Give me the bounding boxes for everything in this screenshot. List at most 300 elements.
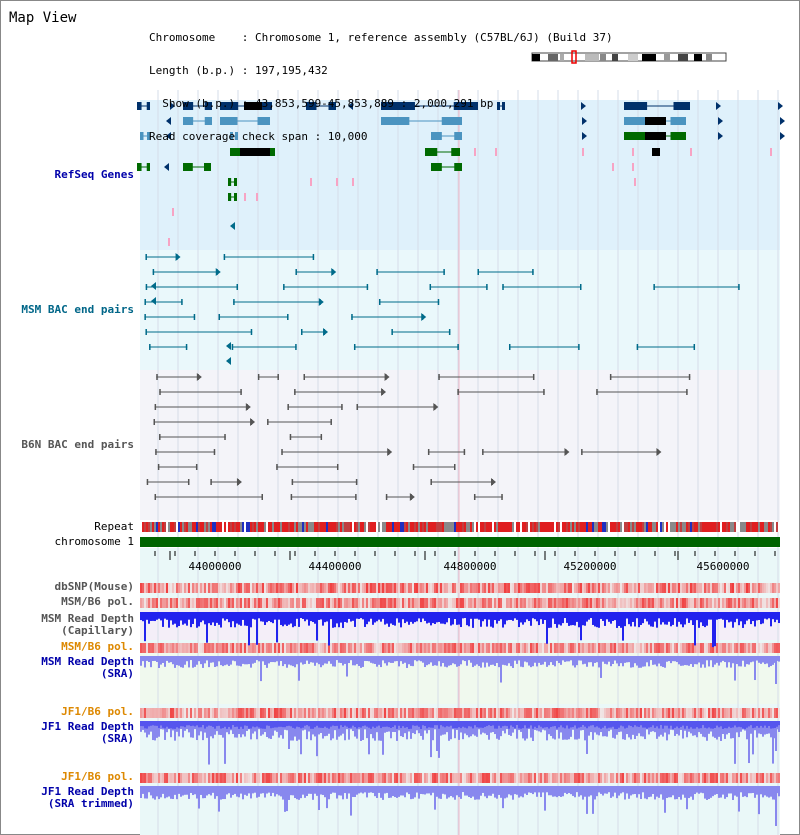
msm-pol-heat [566,598,568,608]
dbsnp-heat [646,583,648,593]
repeat-mark [730,522,732,532]
track-label-b6n-bac[interactable]: B6N BAC end pairs [21,438,134,451]
jf1-pol-heat [498,708,500,718]
track-label-jf1-depth-sra[interactable]: JF1 Read Depth (SRA) [41,720,134,745]
jf1-pol-heat [692,708,694,718]
msm-sra-depth [206,656,208,660]
jf1-pol2-heat [736,773,738,783]
dbsnp-heat [624,583,626,593]
track-label-jf1-pol-2[interactable]: JF1/B6 pol. [61,770,134,783]
msm-pol2-heat [346,643,348,653]
jf1-pol2-heat [542,773,544,783]
repeat-mark [214,522,216,532]
msm-sra-depth [270,656,272,662]
msm-cap-depth [358,612,360,619]
jf1-trim-depth [222,786,224,799]
msm-sra-depth [580,656,582,661]
msm-pol2-heat [360,643,362,653]
jf1-pol-heat [772,708,774,718]
jf1-pol-heat [568,708,570,718]
jf1-trim-depth [526,786,528,795]
jf1-pol2-heat [330,773,332,783]
msm-cap-depth [142,612,144,621]
repeat-mark [148,522,150,532]
dbsnp-heat [650,583,652,593]
jf1-sra-depth-core [662,721,664,729]
jf1-sra-depth-core [372,721,374,727]
jf1-trim-depth [216,786,218,796]
msm-pol2-heat [266,643,268,653]
repeat-mark [338,522,340,532]
msm-pol2-heat [376,643,378,653]
msm-cap-depth [340,612,342,623]
jf1-pol-heat [616,708,618,718]
msm-cap-depth [434,612,436,624]
jf1-pol-heat [668,708,670,718]
dbsnp-heat [148,583,150,593]
jf1-trim-depth [510,786,512,795]
jf1-pol2-heat [748,773,750,783]
repeat-mark [216,522,218,532]
dbsnp-heat [582,583,584,593]
jf1-pol2-heat [452,773,454,783]
track-label-dbsnp[interactable]: dbSNP(Mouse) [54,580,134,593]
jf1-trim-depth [714,786,716,795]
repeat-mark [526,522,528,532]
repeat-mark [776,522,778,532]
jf1-pol2-heat [378,773,380,783]
msm-sra-depth [224,656,226,665]
jf1-trim-depth [586,786,588,814]
b6n-bac-end [155,404,157,410]
dbsnp-heat [348,583,350,593]
jf1-sra-depth-core [376,721,378,727]
axis-tick-label: 45200000 [563,560,617,573]
dbsnp-heat [720,583,722,593]
msm-sra-depth [600,656,602,678]
repeat-mark [682,522,684,532]
jf1-sra-depth-core [430,721,432,728]
jf1-pol-heat [620,708,622,718]
jf1-pol2-heat [182,773,184,783]
jf1-pol-heat [208,708,210,718]
jf1-trim-depth [496,786,498,799]
jf1-pol2-heat [232,773,234,783]
jf1-sra-depth-core [208,721,210,726]
jf1-trim-depth [584,786,586,797]
msm-sra-depth [342,656,344,665]
jf1-sra-depth-core [660,721,662,725]
msm-sra-depth [278,656,280,666]
jf1-sra-depth-core [778,721,780,725]
jf1-trim-depth [208,786,210,794]
msm-pol-heat [234,598,236,608]
jf1-pol-heat [676,708,678,718]
dbsnp-heat [140,583,142,593]
msm-pol-heat [324,598,326,608]
jf1-pol2-heat [160,773,162,783]
repeat-mark [356,522,358,532]
jf1-trim-depth [764,786,766,795]
msm-pol-heat [592,598,594,608]
repeat-mark [212,522,214,532]
jf1-sra-depth-core [232,721,234,725]
msm-bac-end [580,284,582,290]
msm-pol-heat [190,598,192,608]
msm-cap-depth [648,612,650,625]
jf1-trim-depth [750,786,752,793]
msm-pol-heat [554,598,556,608]
jf1-sra-depth-core [722,721,724,729]
dbsnp-heat [268,583,270,593]
track-label-refseq[interactable]: RefSeq Genes [54,168,134,181]
jf1-pol2-heat [490,773,492,783]
msm-cap-depth [650,612,652,626]
msm-pol-heat [642,598,644,608]
jf1-pol-heat [660,708,662,718]
jf1-pol-heat [196,708,198,718]
msm-sra-depth [238,656,240,666]
ideogram-band [664,54,670,61]
dbsnp-heat [212,583,214,593]
jf1-pol2-heat [704,773,706,783]
jf1-sra-depth-core [546,721,548,727]
jf1-pol-heat [222,708,224,718]
dbsnp-heat [568,583,570,593]
jf1-trim-depth [256,786,258,798]
jf1-pol-heat [614,708,616,718]
dbsnp-heat [632,583,634,593]
jf1-pol2-heat [338,773,340,783]
msm-cap-depth [386,612,388,624]
jf1-pol-heat [426,708,428,718]
repeat-mark [308,522,310,532]
jf1-sra-depth-core [672,721,674,729]
dbsnp-heat [598,583,600,593]
jf1-pol-heat [730,708,732,718]
msm-pol-heat [340,598,342,608]
jf1-sra-depth [224,721,226,764]
jf1-pol-heat [670,708,672,718]
msm-sra-depth [754,656,756,680]
jf1-sra-depth-core [728,721,730,727]
jf1-pol2-heat [614,773,616,783]
msm-pol-heat [508,598,510,608]
jf1-sra-depth-core [690,721,692,727]
msm-cap-depth [228,612,230,622]
dbsnp-heat [492,583,494,593]
msm-pol2-heat [512,643,514,653]
repeat-mark [720,522,722,532]
msm-cap-depth [376,612,378,621]
jf1-pol-heat [210,708,212,718]
msm-sra-depth [748,656,750,665]
repeat-mark [654,522,656,532]
msm-pol-heat [464,598,466,608]
jf1-trim-depth [618,786,620,796]
msm-pol-heat [210,598,212,608]
jf1-trim-depth [308,786,310,794]
msm-pol-heat [314,598,316,608]
track-label-msm-pol[interactable]: MSM/B6 pol. [61,595,134,608]
msm-cap-depth [446,612,448,622]
msm-pol2-heat [438,643,440,653]
dbsnp-heat [216,583,218,593]
track-label-msm-depth-capillary[interactable]: MSM Read Depth (Capillary) [41,612,134,637]
jf1-pol-heat [392,708,394,718]
jf1-pol-heat [172,708,174,718]
msm-pol2-heat [278,643,280,653]
msm-sra-depth [770,656,772,666]
jf1-trim-depth [462,786,464,792]
jf1-trim-depth [270,786,272,796]
msm-pol-heat [728,598,730,608]
jf1-trim-depth [740,786,742,792]
jf1-sra-depth-core [310,721,312,729]
msm-pol2-heat [602,643,604,653]
repeat-mark [160,522,162,532]
track-label-repeat[interactable]: Repeat [94,520,134,533]
msm-cap-depth [728,612,730,622]
jf1-pol2-heat [430,773,432,783]
track-label-msm-pol-2[interactable]: MSM/B6 pol. [61,640,134,653]
repeat-mark [698,522,700,532]
dbsnp-heat [724,583,726,593]
msm-cap-depth [424,612,426,621]
msm-bac-end [351,314,353,320]
dbsnp-heat [182,583,184,593]
jf1-pol-heat [146,708,148,718]
jf1-trim-depth [374,786,376,796]
jf1-trim-depth [528,786,530,792]
msm-cap-depth [416,612,418,621]
jf1-pol-heat [562,708,564,718]
msm-sra-depth [758,656,760,663]
msm-pol-heat [222,598,224,608]
dbsnp-heat [442,583,444,593]
msm-sra-depth [426,656,428,665]
msm-cap-depth [214,612,216,626]
msm-cap-depth [230,612,232,627]
msm-sra-depth [674,656,676,661]
jf1-sra-depth-core [600,721,602,729]
track-label-msm-bac[interactable]: MSM BAC end pairs [21,303,134,316]
msm-pol2-heat [600,643,602,653]
jf1-pol-heat [502,708,504,718]
msm-cap-depth [616,612,618,628]
repeat-mark [494,522,496,532]
msm-pol-heat [142,598,144,608]
jf1-trim-depth [498,786,500,795]
jf1-pol2-heat [734,773,736,783]
msm-pol2-heat [290,643,292,653]
jf1-pol2-heat [402,773,404,783]
jf1-sra-depth-core [218,721,220,726]
jf1-trim-depth [434,786,436,810]
msm-pol-heat [264,598,266,608]
jf1-pol-heat [304,708,306,718]
msm-sra-depth [528,656,530,666]
msm-cap-depth [494,612,496,620]
msm-bac-end [233,299,235,305]
msm-pol2-heat [496,643,498,653]
repeat-mark [436,522,438,532]
msm-sra-depth [304,656,306,664]
jf1-pol2-heat [280,773,282,783]
jf1-sra-depth-core [482,721,484,728]
repeat-mark [420,522,422,532]
jf1-pol-heat [296,708,298,718]
msm-pol-heat [670,598,672,608]
msm-cap-depth [344,612,346,622]
repeat-mark [522,522,524,532]
jf1-pol-heat [374,708,376,718]
jf1-trim-depth [142,786,144,794]
jf1-trim-depth [330,786,332,794]
msm-pol-heat [458,598,460,608]
msm-pol-heat [712,598,714,608]
jf1-sra-depth-core [562,721,564,727]
jf1-sra-depth-core [352,721,354,726]
dbsnp-heat [152,583,154,593]
msm-pol2-heat [568,643,570,653]
jf1-sra-depth-core [774,721,776,728]
jf1-pol2-heat [420,773,422,783]
msm-pol-heat [574,598,576,608]
msm-sra-depth [468,656,470,660]
msm-cap-depth [428,612,430,623]
jf1-pol-heat [758,708,760,718]
track-label-jf1-depth-trimmed[interactable]: JF1 Read Depth (SRA trimmed) [41,785,134,810]
msm-sra-depth [478,656,480,666]
jf1-trim-depth [722,786,724,795]
jf1-pol-heat [144,708,146,718]
msm-pol-heat [384,598,386,608]
jf1-pol2-heat [768,773,770,783]
repeat-mark [246,522,248,532]
jf1-pol2-heat [368,773,370,783]
msm-pol2-heat [648,643,650,653]
jf1-sra-depth-core [684,721,686,729]
msm-pol2-heat [140,643,142,653]
jf1-sra-depth-core [654,721,656,728]
msm-pol-heat [254,598,256,608]
jf1-pol2-heat [352,773,354,783]
jf1-trim-depth [520,786,522,796]
jf1-sra-depth-core [322,721,324,728]
jf1-pol2-heat [256,773,258,783]
msm-sra-depth [430,656,432,662]
msm-pol-heat [530,598,532,608]
msm-sra-depth [558,656,560,663]
jf1-sra-depth-core [210,721,212,726]
jf1-trim-depth [686,786,688,809]
repeat-mark [306,522,308,532]
dbsnp-heat [702,583,704,593]
msm-cap-depth [526,612,528,619]
dbsnp-heat [486,583,488,593]
msm-pol-heat [466,598,468,608]
msm-sra-depth [282,656,284,666]
jf1-pol2-heat [200,773,202,783]
jf1-trim-depth [608,786,610,792]
jf1-trim-depth [202,786,204,798]
jf1-pol-heat [394,708,396,718]
repeat-mark [378,522,380,532]
msm-cap-depth [238,612,240,625]
jf1-pol2-heat [534,773,536,783]
dbsnp-heat [378,583,380,593]
jf1-trim-depth [702,786,704,793]
msm-cap-depth [442,612,444,624]
msm-sra-depth [536,656,538,666]
jf1-pol2-heat [394,773,396,783]
jf1-sra-depth-core [452,721,454,728]
msm-pol2-heat [624,643,626,653]
b6n-bac-end [355,494,357,500]
msm-cap-depth [670,612,672,626]
dbsnp-heat [444,583,446,593]
dbsnp-heat [602,583,604,593]
dbsnp-heat [674,583,676,593]
repeat-mark [512,522,514,532]
msm-pol-heat [454,598,456,608]
msm-pol2-heat [686,643,688,653]
jf1-trim-depth [588,786,590,797]
jf1-sra-depth-core [320,721,322,728]
dbsnp-heat [562,583,564,593]
jf1-pol2-heat [260,773,262,783]
jf1-sra-depth-core [508,721,510,729]
jf1-pol-heat [702,708,704,718]
msm-cap-depth [284,612,286,625]
msm-pol2-heat [254,643,256,653]
jf1-trim-depth [626,786,628,793]
jf1-pol2-heat [320,773,322,783]
msm-pol-heat [244,598,246,608]
msm-pol-heat [328,598,330,608]
jf1-pol2-heat [302,773,304,783]
repeat-mark [716,522,718,532]
msm-sra-depth [570,656,572,660]
msm-sra-depth [670,656,672,663]
msm-cap-depth [628,612,630,624]
jf1-sra-depth-core [744,721,746,729]
msm-sra-depth [166,656,168,661]
dbsnp-heat [252,583,254,593]
msm-sra-depth [510,656,512,666]
msm-cap-depth [356,612,358,619]
track-label-msm-depth-sra[interactable]: MSM Read Depth (SRA) [41,655,134,680]
jf1-trim-depth [324,786,326,797]
jf1-trim-depth [698,786,700,794]
jf1-sra-depth-core [630,721,632,726]
msm-sra-depth [162,656,164,663]
msm-pol2-heat [214,643,216,653]
msm-cap-depth [672,612,674,625]
jf1-trim-depth [404,786,406,797]
jf1-sra-depth-core [438,721,440,729]
jf1-trim-depth [400,786,402,795]
track-label-jf1-pol[interactable]: JF1/B6 pol. [61,705,134,718]
repeat-mark [434,522,436,532]
jf1-pol-heat [500,708,502,718]
jf1-pol2-heat [456,773,458,783]
msm-sra-depth [154,656,156,661]
msm-pol2-heat [730,643,732,653]
jf1-trim-depth [232,786,234,795]
jf1-pol2-heat [610,773,612,783]
